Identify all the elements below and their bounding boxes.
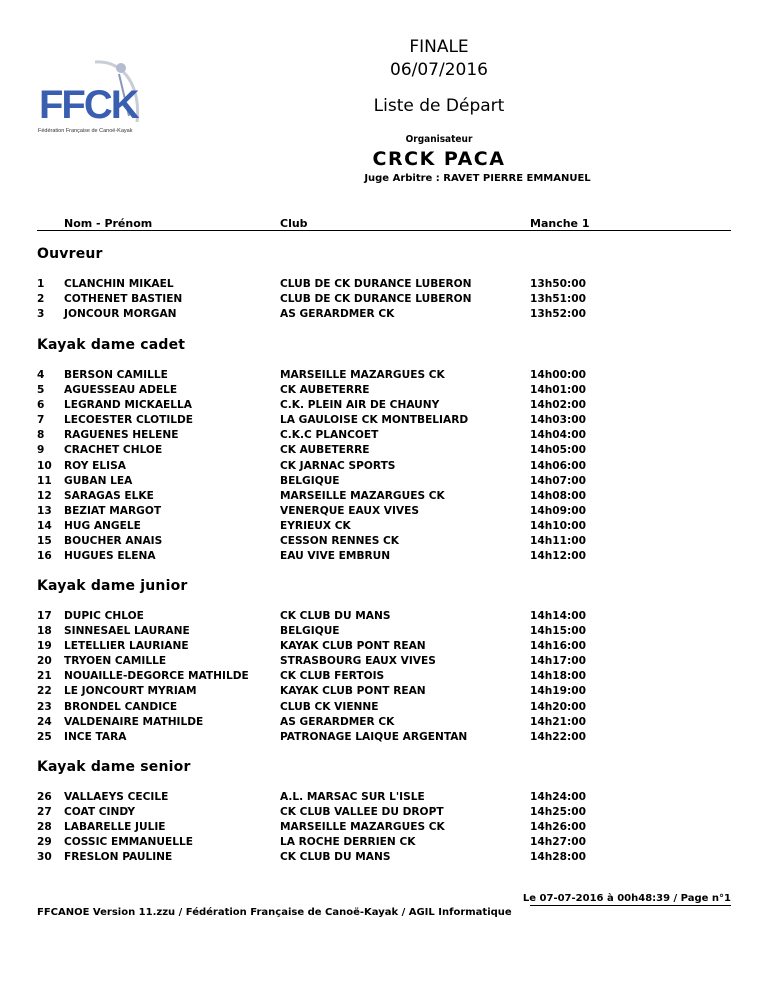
list-title: Liste de Départ [373,96,505,116]
software-credit: FFCANOE Version 11.zzu / Fédération Française de Canoë-Kayak / AGIL Informatique [37,907,512,918]
athlete-name: AGUESSEAU ADELE [64,384,178,397]
category-heading: Kayak dame senior [37,759,191,775]
athlete-name: COSSIC EMMANUELLE [64,836,193,849]
club-name: CLUB CK VIENNE [280,700,379,713]
bib-number: 29 [37,836,52,849]
athlete-name: RAGUENES HELENE [64,429,179,442]
table-row [0,505,768,520]
bib-number: 25 [37,730,52,743]
table-row [0,429,768,444]
start-time: 14h00:00 [530,369,587,381]
athlete-name: NOUAILLE-DEGORCE MATHILDE [64,670,249,683]
club-name: AS GERARDMER CK [280,308,395,321]
club-name: C.K. PLEIN AIR DE CHAUNY [280,399,440,412]
bib-number: 16 [37,550,52,563]
start-time: 14h17:00 [530,655,587,668]
bib-number: 22 [37,685,52,698]
bib-number: 3 [37,308,45,321]
athlete-name: BRONDEL CANDICE [64,700,178,713]
start-time: 14h04:00 [530,429,587,442]
athlete-name: GUBAN LEA [64,474,133,487]
table-row [0,308,768,323]
athlete-name: COAT CINDY [64,806,136,819]
athlete-name: LECOESTER CLOTILDE [64,414,194,427]
start-time: 14h22:00 [530,730,587,743]
club-name: LA GAULOISE CK MONTBELIARD [280,414,469,427]
athlete-name: SARAGAS ELKE [64,489,154,502]
table-row [0,701,768,716]
athlete-name: BOUCHER ANAIS [64,535,163,548]
table-row [0,414,768,429]
athlete-name: LABARELLE JULIE [64,821,166,834]
club-name: EYRIEUX CK [280,519,351,532]
club-name: MARSEILLE MAZARGUES CK [280,369,445,381]
start-time: 14h01:00 [530,384,587,397]
athlete-name: BERSON CAMILLE [64,369,168,381]
table-row [0,369,768,384]
start-time: 14h06:00 [530,459,587,472]
category-heading: Ouvreur [37,246,103,262]
club-name: CK CLUB FERTOIS [280,670,385,683]
category-rows [0,791,768,866]
club-name: CK CLUB DU MANS [280,851,391,864]
start-time: 14h05:00 [530,444,587,457]
column-header-run: Manche 1 [530,217,590,230]
table-row [0,460,768,475]
bib-number: 23 [37,700,52,713]
organizer-name: CRCK PACA [372,148,506,170]
bib-number: 9 [37,444,45,457]
start-time: 14h20:00 [530,700,587,713]
club-name: KAYAK CLUB PONT REAN [280,640,426,653]
club-name: STRASBOURG EAUX VIVES [280,655,436,668]
logo-caption: Fédération Française de Canoë-Kayak [38,128,133,134]
start-time: 13h52:00 [530,308,587,321]
bib-number: 2 [37,293,45,306]
club-name: PATRONAGE LAIQUE ARGENTAN [280,730,468,743]
athlete-name: FRESLON PAULINE [64,851,173,864]
table-row [0,550,768,565]
club-name: AS GERARDMER CK [280,715,395,728]
start-time: 14h11:00 [530,535,587,548]
table-row [0,731,768,746]
club-name: CK CLUB VALLEE DU DROPT [280,806,444,819]
bib-number: 21 [37,670,52,683]
athlete-name: COTHENET BASTIEN [64,293,183,306]
table-row [0,836,768,851]
start-time: 14h21:00 [530,715,587,728]
athlete-name: CLANCHIN MIKAEL [64,278,174,290]
athlete-name: CRACHET CHLOE [64,444,163,457]
bib-number: 6 [37,399,45,412]
bib-number: 13 [37,504,52,517]
bib-number: 8 [37,429,45,442]
table-row [0,610,768,625]
header-divider [37,230,731,231]
bib-number: 12 [37,489,52,502]
bib-number: 10 [37,459,52,472]
club-name: VENERQUE EAUX VIVES [280,504,420,517]
bib-number: 15 [37,535,52,548]
table-row [0,821,768,836]
bib-number: 26 [37,791,52,803]
club-name: CESSON RENNES CK [280,535,400,548]
athlete-name: HUGUES ELENA [64,550,156,563]
table-row [0,625,768,640]
table-row [0,640,768,655]
table-row [0,384,768,399]
athlete-name: HUG ANGELE [64,519,141,532]
club-name: CK CLUB DU MANS [280,610,391,622]
start-time: 14h14:00 [530,610,587,622]
start-time: 14h03:00 [530,414,587,427]
bib-number: 14 [37,519,52,532]
event-date: 06/07/2016 [390,60,488,80]
bib-number: 19 [37,640,52,653]
start-time: 14h02:00 [530,399,587,412]
table-row [0,475,768,490]
start-time: 14h08:00 [530,489,587,502]
print-timestamp: Le 07-07-2016 à 00h48:39 / Page n°1 [522,893,731,904]
athlete-name: LEGRAND MICKAELLA [64,399,192,412]
club-name: A.L. MARSAC SUR L'ISLE [280,791,425,803]
start-time: 13h50:00 [530,278,587,290]
club-name: CK JARNAC SPORTS [280,459,396,472]
bib-number: 20 [37,655,52,668]
column-header-name: Nom - Prénom [64,217,153,230]
table-row [0,685,768,700]
bib-number: 4 [37,369,45,381]
athlete-name: BEZIAT MARGOT [64,504,162,517]
start-time: 14h10:00 [530,519,587,532]
club-name: BELGIQUE [280,474,340,487]
club-name: KAYAK CLUB PONT REAN [280,685,426,698]
start-time: 14h12:00 [530,550,587,563]
table-row [0,293,768,308]
table-row [0,791,768,806]
start-time: 14h18:00 [530,670,587,683]
athlete-name: SINNESAEL LAURANE [64,625,190,638]
table-row [0,655,768,670]
start-time: 14h24:00 [530,791,587,803]
start-time: 13h51:00 [530,293,587,306]
club-name: MARSEILLE MAZARGUES CK [280,489,445,502]
start-time: 14h25:00 [530,806,587,819]
table-row [0,851,768,866]
organizer-label: Organisateur [405,134,473,145]
bib-number: 28 [37,821,52,834]
bib-number: 24 [37,715,52,728]
bib-number: 7 [37,414,45,427]
table-row [0,716,768,731]
athlete-name: INCE TARA [64,730,127,743]
athlete-name: JONCOUR MORGAN [64,308,177,321]
table-row [0,399,768,414]
table-row [0,520,768,535]
bib-number: 5 [37,384,45,397]
start-time: 14h07:00 [530,474,587,487]
club-name: CLUB DE CK DURANCE LUBERON [280,278,472,290]
start-time: 14h15:00 [530,625,587,638]
start-time: 14h28:00 [530,851,587,864]
table-row [0,670,768,685]
club-name: CK AUBETERRE [280,384,370,397]
club-name: EAU VIVE EMBRUN [280,550,391,563]
footer-divider [530,905,731,906]
club-name: BELGIQUE [280,625,340,638]
column-header-club: Club [280,217,308,230]
athlete-name: VALLAEYS CECILE [64,791,169,803]
logo-wordmark: FFCK [39,83,138,127]
page-title: FINALE [409,37,469,57]
bib-number: 17 [37,610,52,622]
category-heading: Kayak dame cadet [37,337,186,353]
bib-number: 11 [37,474,52,487]
club-name: LA ROCHE DERRIEN CK [280,836,416,849]
athlete-name: DUPIC CHLOE [64,610,144,622]
bib-number: 1 [37,278,45,290]
athlete-name: LE JONCOURT MYRIAM [64,685,197,698]
club-name: C.K.C PLANCOET [280,429,379,442]
category-rows [0,278,768,323]
table-row [0,806,768,821]
club-name: CK AUBETERRE [280,444,370,457]
bib-number: 27 [37,806,52,819]
athlete-name: ROY ELISA [64,459,126,472]
table-row [0,444,768,459]
athlete-name: VALDENAIRE MATHILDE [64,715,204,728]
athlete-name: TRYOEN CAMILLE [64,655,167,668]
club-name: CLUB DE CK DURANCE LUBERON [280,293,472,306]
start-time: 14h19:00 [530,685,587,698]
athlete-name: LETELLIER LAURIANE [64,640,189,653]
category-heading: Kayak dame junior [37,578,188,594]
start-time: 14h26:00 [530,821,587,834]
start-time: 14h16:00 [530,640,587,653]
category-rows [0,610,768,746]
table-row [0,535,768,550]
judge-line: Juge Arbitre : RAVET PIERRE EMMANUEL [364,173,591,184]
table-row [0,278,768,293]
category-rows [0,369,768,565]
start-time: 14h27:00 [530,836,587,849]
club-name: MARSEILLE MAZARGUES CK [280,821,445,834]
bib-number: 18 [37,625,52,638]
start-time: 14h09:00 [530,504,587,517]
bib-number: 30 [37,851,52,864]
table-row [0,490,768,505]
